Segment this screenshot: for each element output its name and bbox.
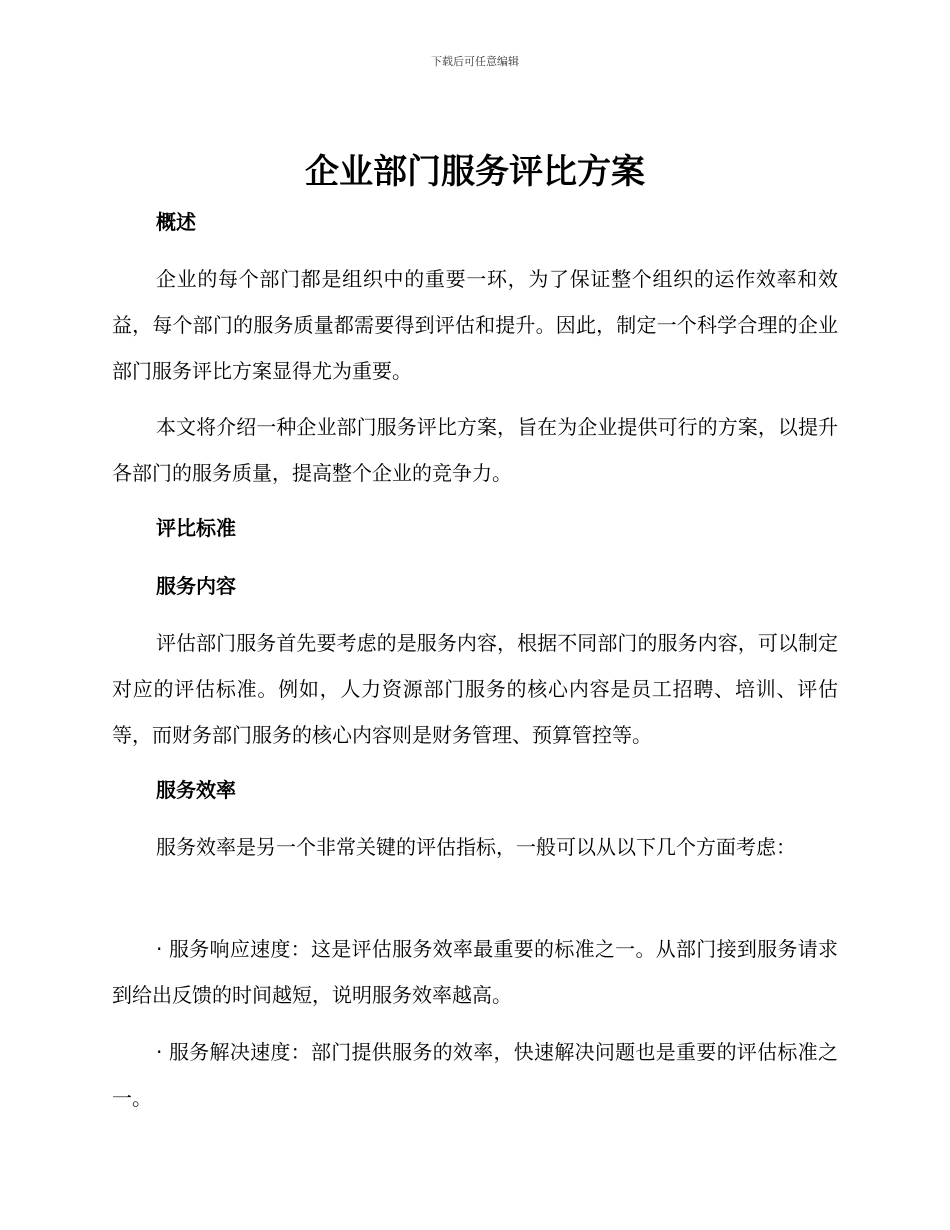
paragraph-service-efficiency: 服务效率是另一个非常关键的评估指标，一般可以从以下几个方面考虑： bbox=[156, 835, 796, 859]
heading-overview: 概述 bbox=[156, 210, 196, 234]
page-header-note: 下载后可任意编辑 bbox=[431, 55, 519, 68]
heading-service-content: 服务内容 bbox=[156, 574, 236, 598]
document-title: 企业部门服务评比方案 bbox=[305, 152, 645, 192]
heading-criteria: 评比标准 bbox=[156, 516, 236, 540]
paragraph-service-content: 评估部门服务首先要考虑的是服务内容，根据不同部门的服务内容，可以制定对应的评估标准。例如，人力资源部门服务的核心内容是员工招聘、培训、评估等，而财务部门服务的核心内容则是财务管理、预算管控等。 bbox=[112, 631, 838, 747]
bullet-response-speed: · 服务响应速度：这是评估服务效率最重要的标准之一。从部门接到服务请求到给出反馈的时间越短，说明服务效率越高。 bbox=[112, 937, 838, 1007]
paragraph-overview-2: 本文将介绍一种企业部门服务评比方案，旨在为企业提供可行的方案，以提升各部门的服务质量，提高整个企业的竞争力。 bbox=[112, 415, 838, 485]
heading-service-efficiency: 服务效率 bbox=[156, 778, 236, 802]
bullet-resolution-speed: · 服务解决速度：部门提供服务的效率，快速解决问题也是重要的评估标准之一。 bbox=[112, 1040, 838, 1110]
paragraph-overview-1: 企业的每个部门都是组织中的重要一环，为了保证整个组织的运作效率和效益，每个部门的服务质量都需要得到评估和提升。因此，制定一个科学合理的企业部门服务评比方案显得尤为重要。 bbox=[112, 267, 838, 383]
